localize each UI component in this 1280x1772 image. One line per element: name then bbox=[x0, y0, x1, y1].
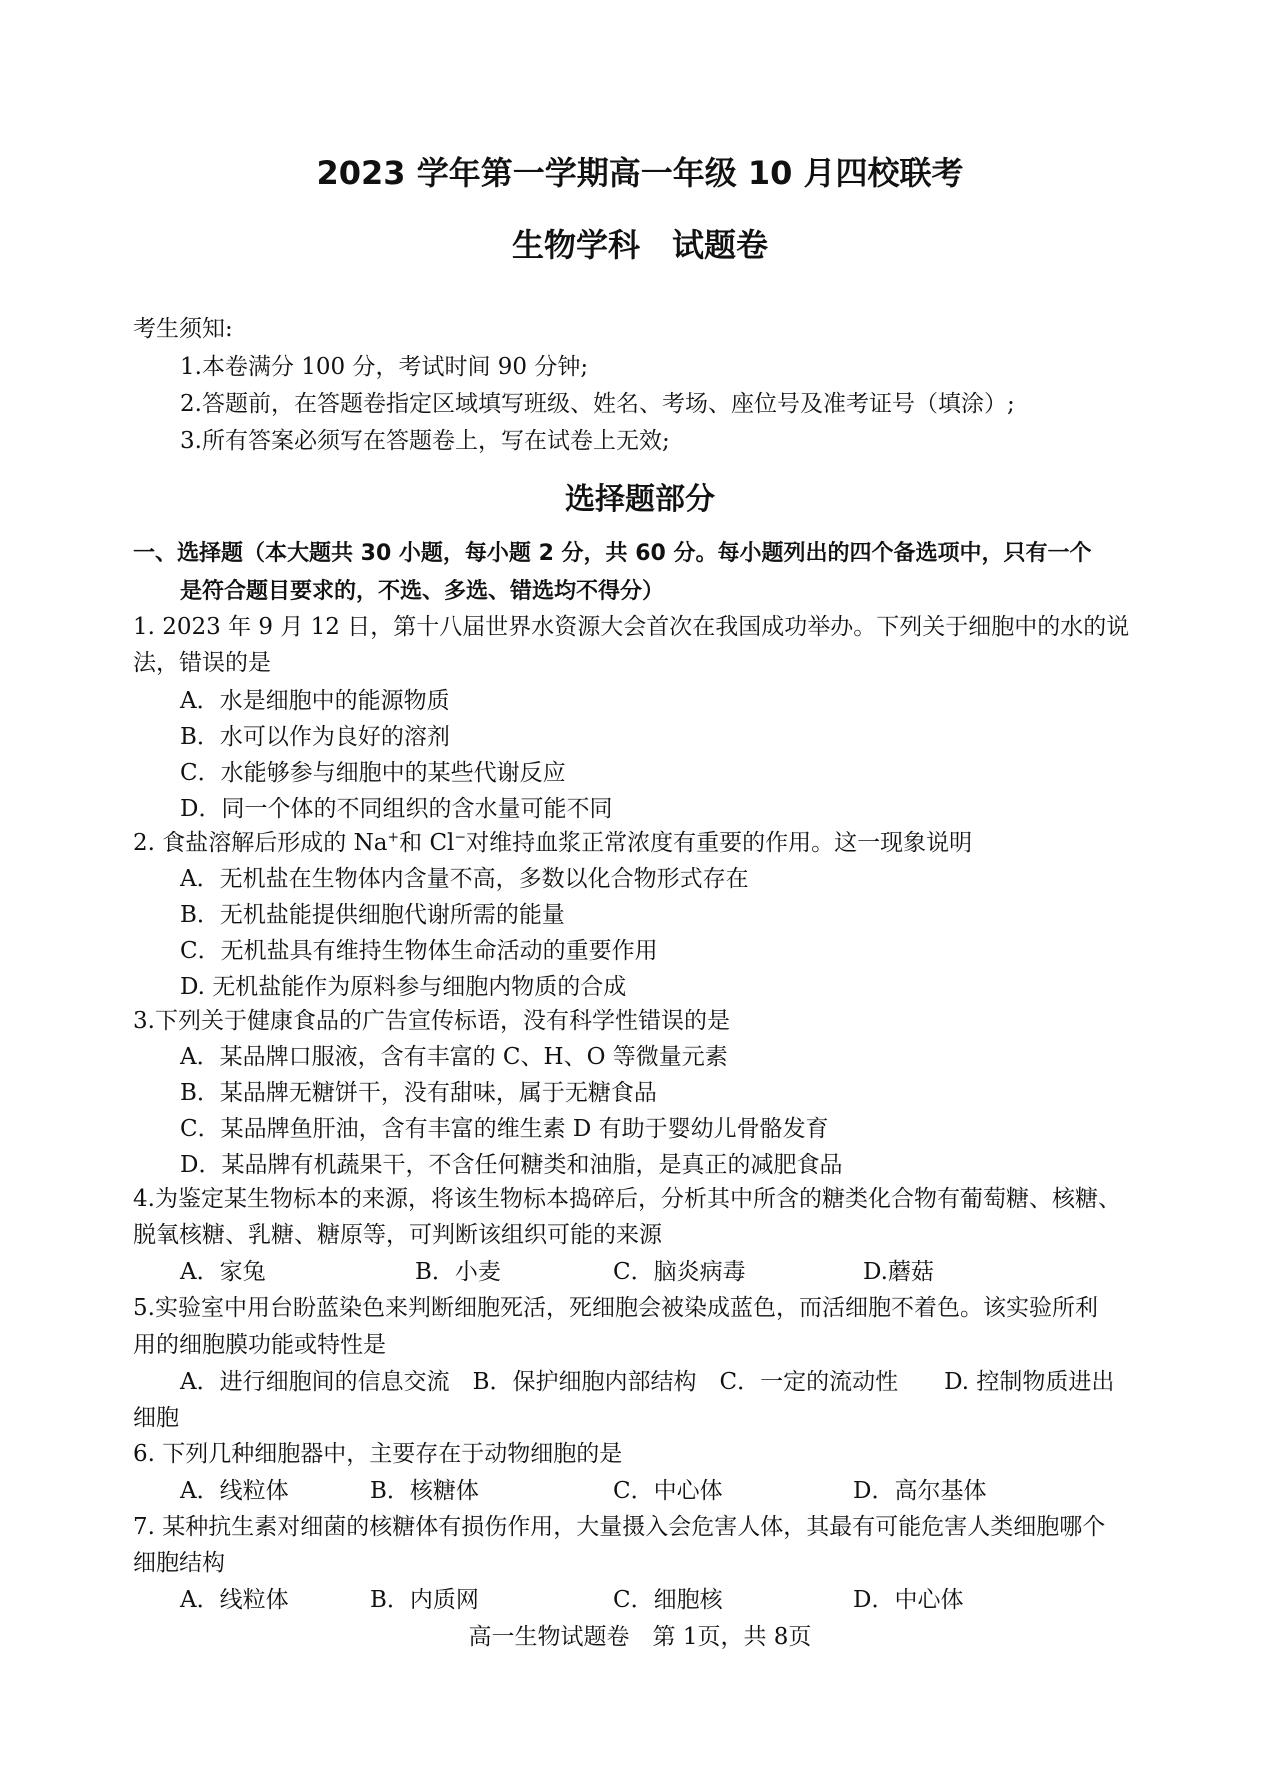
option: A．线粒体 bbox=[180, 1478, 289, 1504]
question-stem: 3.下列关于健康食品的广告宣传标语，没有科学性错误的是 bbox=[133, 1008, 730, 1034]
question-stem: 2. 食盐溶解后形成的 Na+和 Cl−对维持血浆正常浓度有重要的作用。这一现象说明 bbox=[133, 829, 973, 856]
question-stem: 7. 某种抗生素对细菌的核糖体有损伤作用，大量摄入会危害人体，其最有可能危害人类细胞哪个 bbox=[133, 1514, 1106, 1540]
notice-item: 2.答题前，在答题卷指定区域填写班级、姓名、考场、座位号及准考证号（填涂）; bbox=[180, 391, 1015, 417]
option-row: A．进行细胞间的信息交流 B．保护细胞内部结构 C．一定的流动性 D. 控制物质进出 bbox=[180, 1369, 1115, 1395]
option: A．线粒体 bbox=[180, 1587, 289, 1613]
option: C．中心体 bbox=[613, 1478, 723, 1504]
option: C．细胞核 bbox=[613, 1587, 723, 1613]
notice-item: 1.本卷满分 100 分，考试时间 90 分钟; bbox=[180, 354, 589, 380]
option: D．高尔基体 bbox=[853, 1478, 987, 1504]
option-row: 细胞 bbox=[133, 1405, 179, 1431]
option: D．同一个体的不同组织的含水量可能不同 bbox=[180, 796, 613, 822]
option: B．内质网 bbox=[370, 1587, 479, 1613]
option: B．小麦 bbox=[415, 1259, 501, 1285]
option: A．某品牌口服液，含有丰富的 C、H、O 等微量元素 bbox=[180, 1044, 728, 1070]
question-stem: 用的细胞膜功能或特性是 bbox=[133, 1332, 386, 1358]
option: D．中心体 bbox=[853, 1587, 964, 1613]
question-stem: 6. 下列几种细胞器中，主要存在于动物细胞的是 bbox=[133, 1441, 623, 1467]
question-stem: 脱氧核糖、乳糖、糖原等，可判断该组织可能的来源 bbox=[133, 1222, 662, 1248]
exam-title: 2023 学年第一学期高一年级 10 月四校联考 bbox=[316, 154, 964, 192]
page-footer: 高一生物试题卷 第 1页，共 8页 bbox=[468, 1624, 812, 1650]
option: C．某品牌鱼肝油，含有丰富的维生素 D 有助于婴幼儿骨骼发育 bbox=[180, 1116, 829, 1142]
question-stem: 细胞结构 bbox=[133, 1550, 225, 1576]
option: C．水能够参与细胞中的某些代谢反应 bbox=[180, 760, 566, 786]
section-instruction: 一、选择题（本大题共 30 小题，每小题 2 分，共 60 分。每小题列出的四个备选项中，只有一个 bbox=[133, 541, 1092, 566]
option: B．水可以作为良好的溶剂 bbox=[180, 724, 450, 750]
question-stem: 4.为鉴定某生物标本的来源，将该生物标本捣碎后，分析其中所含的糖类化合物有葡萄糖、核糖、 bbox=[133, 1186, 1121, 1212]
notice-heading: 考生须知: bbox=[133, 316, 233, 342]
option: D．某品牌有机蔬果干，不含任何糖类和油脂，是真正的减肥食品 bbox=[180, 1152, 843, 1178]
option: C．脑炎病毒 bbox=[613, 1259, 746, 1285]
option: B．某品牌无糖饼干，没有甜味，属于无糖食品 bbox=[180, 1080, 657, 1106]
option: D.蘑菇 bbox=[863, 1259, 934, 1285]
exam-subtitle: 生物学科 试题卷 bbox=[511, 226, 768, 264]
option: A．水是细胞中的能源物质 bbox=[180, 688, 450, 714]
question-stem: 1. 2023 年 9 月 12 日，第十八届世界水资源大会首次在我国成功举办。下列关于细胞中的水的说 bbox=[133, 614, 1130, 640]
question-stem: 5.实验室中用台盼蓝染色来判断细胞死活，死细胞会被染成蓝色，而活细胞不着色。该实验所利 bbox=[133, 1295, 1098, 1321]
notice-item: 3.所有答案必须写在答题卷上，写在试卷上无效; bbox=[180, 428, 670, 454]
option: B．核糖体 bbox=[370, 1478, 479, 1504]
option: A．无机盐在生物体内含量不高，多数以化合物形式存在 bbox=[180, 866, 749, 892]
option: A．家兔 bbox=[180, 1259, 266, 1285]
section-instruction: 是符合题目要求的，不选、多选、错选均不得分） bbox=[180, 579, 665, 604]
option: C．无机盐具有维持生物体生命活动的重要作用 bbox=[180, 938, 658, 964]
section-title: 选择题部分 bbox=[565, 482, 715, 517]
option: D. 无机盐能作为原料参与细胞内物质的合成 bbox=[180, 974, 627, 1000]
option: B．无机盐能提供细胞代谢所需的能量 bbox=[180, 902, 565, 928]
question-stem: 法，错误的是 bbox=[133, 650, 271, 676]
